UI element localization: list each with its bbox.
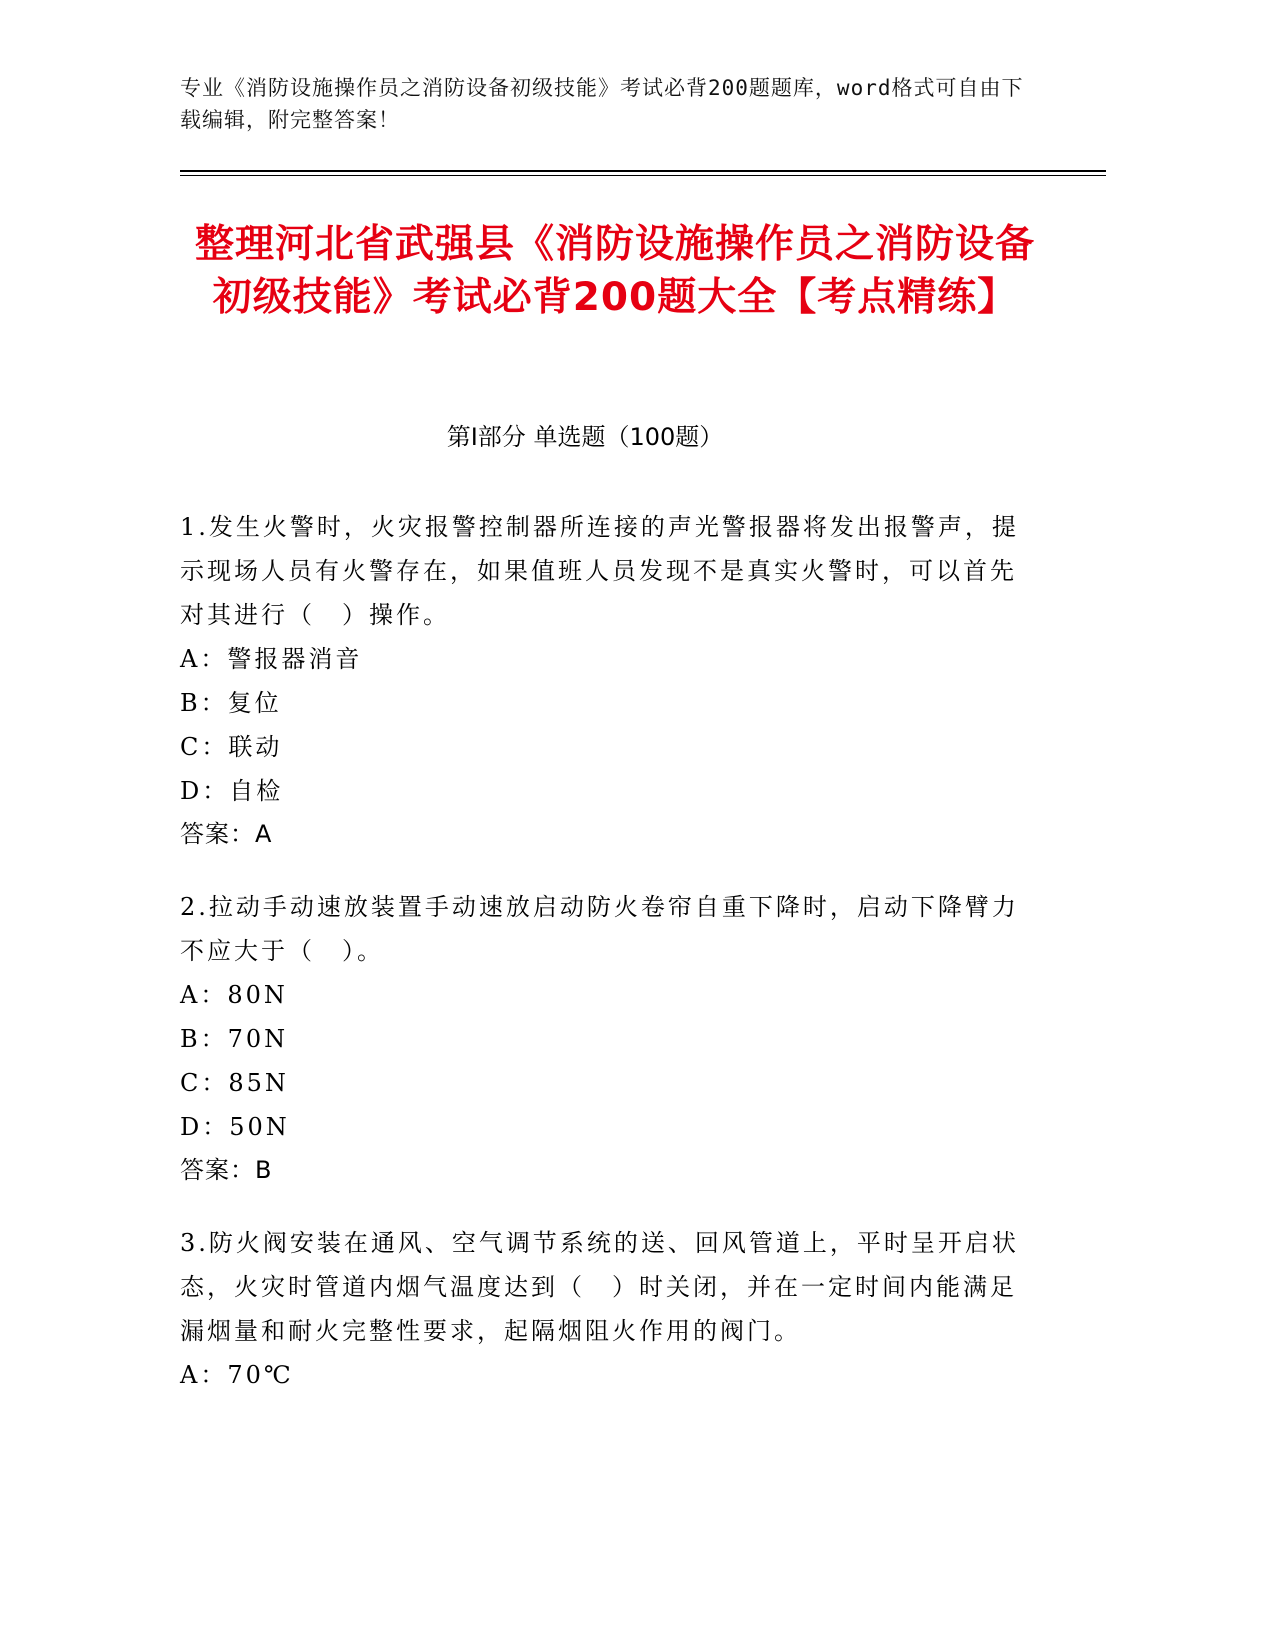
option-c: C：85N (180, 1069, 289, 1097)
option-c: C：联动 (180, 733, 283, 761)
option-a: A：70℃ (180, 1361, 294, 1389)
question-2 (180, 885, 1020, 1191)
option-a: A：80N (180, 981, 288, 1009)
question-stem: 1.发生火警时，火灾报警控制器所连接的声光警报器将发出报警声，提示现场人员有火警存在，如果值班人员发现不是真实火警时，可以首先对其进行（ ）操作。 (180, 513, 1019, 629)
document-title: 整理河北省武强县《消防设施操作员之消防设备初级技能》考试必背200题大全【考点精练】 (194, 222, 1035, 320)
question-1 (180, 505, 1020, 855)
option-b: B：70N (180, 1025, 289, 1053)
option-d: D：自检 (180, 777, 284, 805)
option-a: A：警报器消音 (180, 645, 363, 673)
option-b: B：复位 (180, 689, 282, 717)
question-list (180, 505, 1020, 1427)
answer: 答案：B (180, 1156, 273, 1184)
question-stem: 3.防火阀安装在通风、空气调节系统的送、回风管道上，平时呈开启状态，火灾时管道内烟气温度达到（ ）时关闭，并在一定时间内能满足漏烟量和耐火完整性要求，起隔烟阻火作用的阀门。 (180, 1229, 1019, 1345)
header-note: 专业《消防设施操作员之消防设备初级技能》考试必背200题题库，word格式可自由下载编辑，附完整答案！ (180, 76, 1024, 132)
question-3 (180, 1221, 1020, 1397)
section-title: 第Ⅰ部分 单选题（100题） (446, 423, 724, 451)
answer: 答案：A (180, 820, 273, 848)
header-divider-thick (180, 170, 1106, 172)
header-divider-thin (180, 175, 1106, 176)
question-stem: 2.拉动手动速放装置手动速放启动防火卷帘自重下降时，启动下降臂力不应大于（ ）。 (180, 893, 1019, 965)
option-d: D：50N (180, 1113, 290, 1141)
